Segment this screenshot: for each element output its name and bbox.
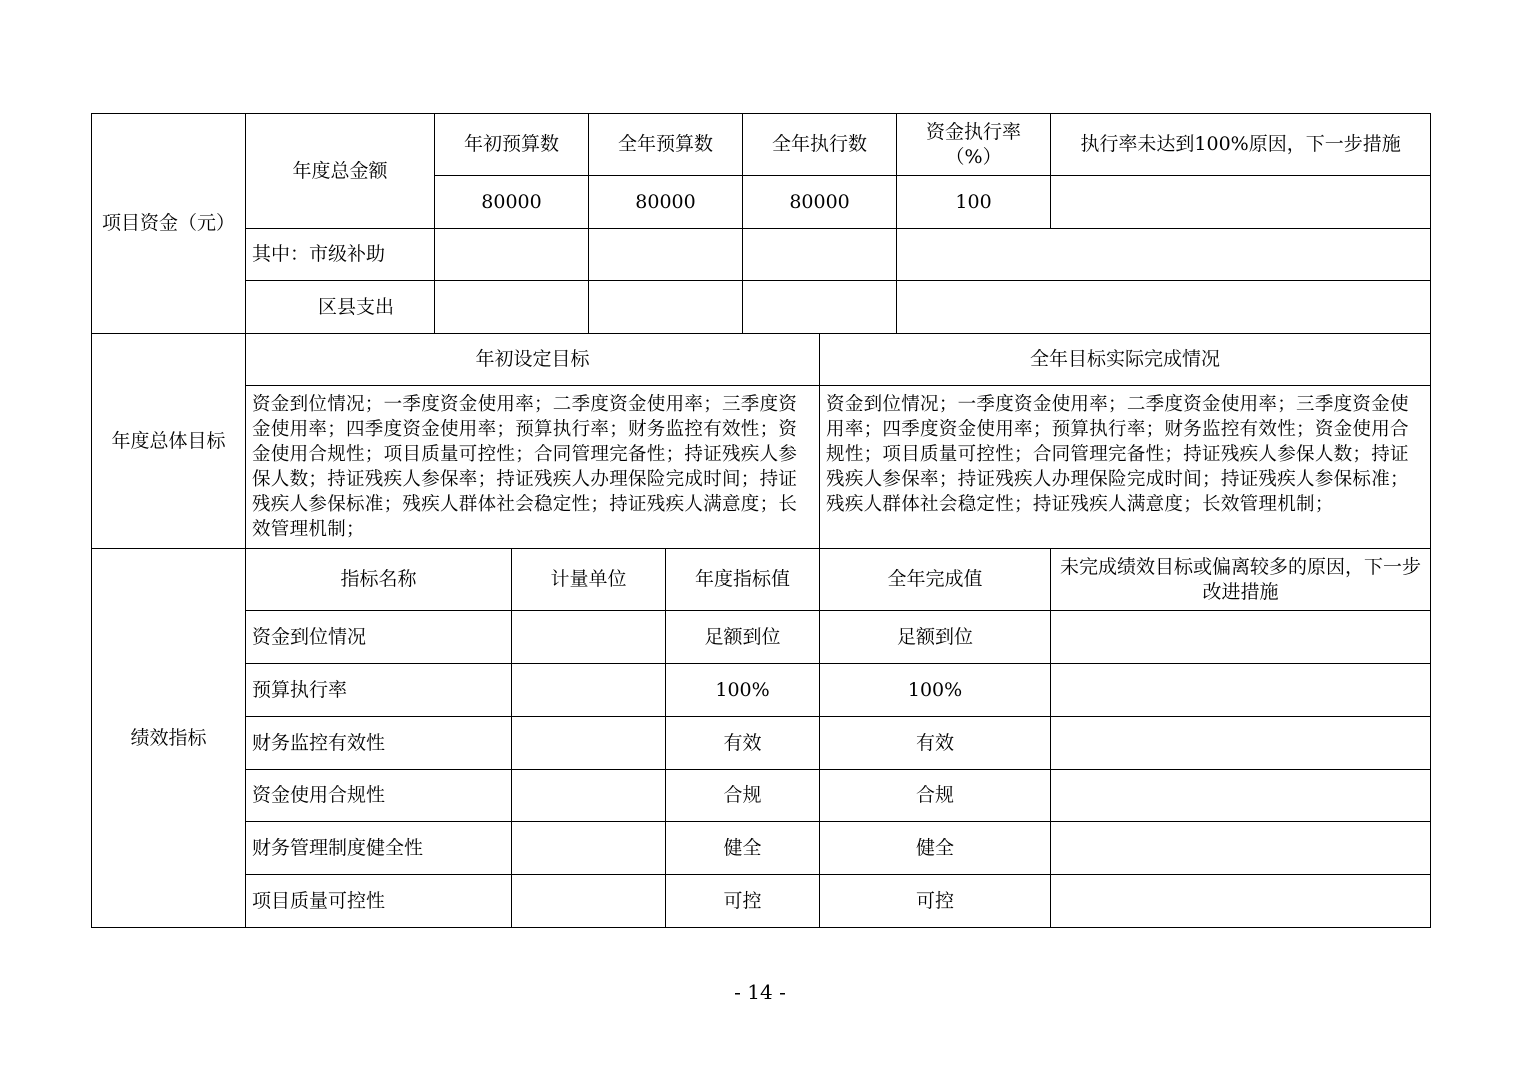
indicator-actual: 100% <box>820 664 1051 717</box>
table-row <box>92 770 1431 822</box>
table-row <box>92 822 1431 875</box>
indicator-reason <box>1051 875 1431 928</box>
header-actual-value: 全年完成值 <box>820 549 1051 611</box>
city-subsidy-cell <box>897 229 1431 281</box>
indicator-actual: 有效 <box>820 717 1051 770</box>
table-row <box>92 717 1431 770</box>
table-row <box>92 611 1431 664</box>
district-expense-cell <box>743 281 897 334</box>
header-annual-execution: 全年执行数 <box>743 114 897 176</box>
indicator-name: 资金到位情况 <box>246 611 512 664</box>
header-deviation-reason: 未完成绩效目标或偏离较多的原因，下一步改进措施 <box>1051 549 1431 611</box>
table-row <box>92 875 1431 928</box>
indicator-name: 资金使用合规性 <box>246 770 512 822</box>
indicator-unit <box>512 770 666 822</box>
district-expense-cell <box>589 281 743 334</box>
indicator-target: 合规 <box>666 770 820 822</box>
page-number: - 14 - <box>734 980 786 1004</box>
total-amount-label: 年度总金额 <box>246 114 435 229</box>
header-execution-rate: 资金执行率（%） <box>897 114 1051 176</box>
value-execution-rate: 100 <box>897 176 1051 229</box>
funds-label: 项目资金（元） <box>92 114 246 334</box>
header-indicator-name: 指标名称 <box>246 549 512 611</box>
value-reason <box>1051 176 1431 229</box>
table-row <box>92 664 1431 717</box>
indicator-name: 项目质量可控性 <box>246 875 512 928</box>
goals-label: 年度总体目标 <box>92 334 246 549</box>
indicator-target: 足额到位 <box>666 611 820 664</box>
city-subsidy-cell <box>589 229 743 281</box>
indicator-unit <box>512 611 666 664</box>
district-expense-cell <box>897 281 1431 334</box>
indicator-actual: 健全 <box>820 822 1051 875</box>
indicator-reason <box>1051 664 1431 717</box>
city-subsidy-label: 其中：市级补助 <box>246 229 435 281</box>
initial-goal-header: 年初设定目标 <box>246 334 820 386</box>
header-initial-budget: 年初预算数 <box>435 114 589 176</box>
value-initial-budget: 80000 <box>435 176 589 229</box>
initial-goal-text: 资金到位情况；一季度资金使用率；二季度资金使用率；三季度资金使用率；四季度资金使用率；预算执行率；财务监控有效性；资金使用合规性；项目质量可控性；合同管理完备性；持证残疾人参保人数；持证残疾人参保率；持证残疾人办理保险完成时间；持证残疾人参保标准；残疾人群体社会稳定性；持证残疾人满意度；长效管理机制； <box>246 386 820 549</box>
actual-goal-text: 资金到位情况；一季度资金使用率；二季度资金使用率；三季度资金使用率；四季度资金使用率；预算执行率；财务监控有效性；资金使用合规性；项目质量可控性；合同管理完备性；持证残疾人参保人数；持证残疾人参保率；持证残疾人办理保险完成时间；持证残疾人参保标准；残疾人群体社会稳定性；持证残疾人满意度；长效管理机制； <box>820 386 1431 549</box>
city-subsidy-cell <box>435 229 589 281</box>
indicators-label: 绩效指标 <box>92 549 246 928</box>
header-annual-budget: 全年预算数 <box>589 114 743 176</box>
indicator-actual: 足额到位 <box>820 611 1051 664</box>
actual-goal-header: 全年目标实际完成情况 <box>820 334 1431 386</box>
header-unit: 计量单位 <box>512 549 666 611</box>
indicator-target: 100% <box>666 664 820 717</box>
indicator-reason <box>1051 822 1431 875</box>
indicator-name: 财务管理制度健全性 <box>246 822 512 875</box>
header-reason: 执行率未达到100%原因，下一步措施 <box>1051 114 1431 176</box>
indicator-unit <box>512 875 666 928</box>
header-target-value: 年度指标值 <box>666 549 820 611</box>
city-subsidy-cell <box>743 229 897 281</box>
district-expense-cell <box>435 281 589 334</box>
indicator-unit <box>512 717 666 770</box>
indicator-target: 健全 <box>666 822 820 875</box>
indicator-reason <box>1051 611 1431 664</box>
indicator-target: 可控 <box>666 875 820 928</box>
indicator-reason <box>1051 717 1431 770</box>
value-annual-execution: 80000 <box>743 176 897 229</box>
indicator-unit <box>512 664 666 717</box>
indicator-target: 有效 <box>666 717 820 770</box>
indicator-unit <box>512 822 666 875</box>
district-expense-label: 区县支出 <box>246 281 435 334</box>
indicator-name: 预算执行率 <box>246 664 512 717</box>
indicator-reason <box>1051 770 1431 822</box>
indicator-actual: 可控 <box>820 875 1051 928</box>
value-annual-budget: 80000 <box>589 176 743 229</box>
performance-table <box>91 113 1431 928</box>
indicator-actual: 合规 <box>820 770 1051 822</box>
indicator-name: 财务监控有效性 <box>246 717 512 770</box>
